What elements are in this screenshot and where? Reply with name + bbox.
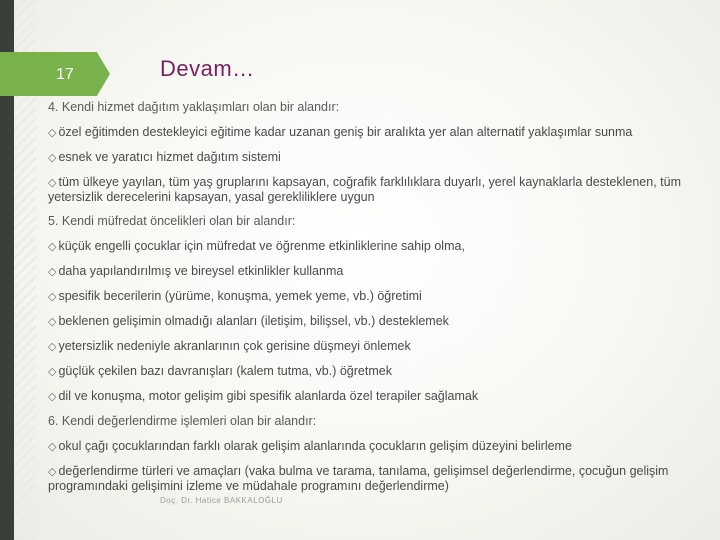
list-item-text: daha yapılandırılmış ve bireysel etkinlikler kullanma: [58, 264, 344, 278]
list-item-text: güçlük çekilen bazı davranışları (kalem tutma, vb.) öğretmek: [58, 364, 392, 378]
diamond-bullet-icon: ◇: [48, 391, 57, 403]
slide-content: [48, 100, 688, 503]
list-item-text: dil ve konuşma, motor gelişim gibi spesifik alanlarda özel terapiler sağlamak: [58, 389, 479, 403]
list-item: [48, 175, 688, 204]
list-item: [48, 389, 688, 404]
list-item-text: beklenen gelişimin olmadığı alanları (iletişim, bilişsel, vb.) desteklemek: [58, 314, 449, 328]
diamond-bullet-icon: ◇: [48, 152, 57, 164]
diamond-bullet-icon: ◇: [48, 266, 57, 278]
slide-number: 17: [56, 66, 74, 83]
list-item-text: tüm ülkeye yayılan, tüm yaş gruplarını kapsayan, coğrafik farklılıklara duyarlı, yerel kaynaklarla desteklenen, tüm yetersizlik derecelerini kapsayan, yasal gerekliliklere uygun: [48, 175, 681, 204]
diamond-bullet-icon: ◇: [48, 441, 57, 453]
list-item: [48, 289, 688, 304]
list-item-text: yetersizlik nedeniyle akranlarının çok gerisine düşmeyi önlemek: [58, 339, 411, 353]
diamond-bullet-icon: ◇: [48, 366, 57, 378]
list-item: [48, 150, 688, 165]
diamond-bullet-icon: ◇: [48, 466, 57, 478]
list-item-text: okul çağı çocuklarından farklı olarak gelişim alanlarında çocukların gelişim düzeyini belirleme: [58, 439, 572, 453]
list-item: [48, 339, 688, 354]
list-item-text: küçük engelli çocuklar için müfredat ve öğrenme etkinliklerine sahip olma,: [58, 239, 465, 253]
list-item: [48, 314, 688, 329]
diamond-bullet-icon: ◇: [48, 177, 57, 189]
list-item-text: özel eğitimden destekleyici eğitime kadar uzanan geniş bir aralıkta yer alan alternatif yaklaşımlar sunma: [58, 125, 633, 139]
diamond-bullet-icon: ◇: [48, 341, 57, 353]
list-item: [48, 439, 688, 454]
slide-title: Devam…: [160, 56, 255, 81]
list-item: [48, 264, 688, 279]
diamond-bullet-icon: ◇: [48, 241, 57, 253]
section-5-heading: 5. Kendi müfredat öncelikleri olan bir alandır:: [48, 214, 296, 228]
list-item-text: esnek ve yaratıcı hizmet dağıtım sistemi: [58, 150, 281, 164]
section-6-heading: 6. Kendi değerlendirme işlemleri olan bir alandır:: [48, 414, 317, 428]
list-item-text: spesifik becerilerin (yürüme, konuşma, yemek yeme, vb.) öğretimi: [58, 289, 422, 303]
list-item-text: değerlendirme türleri ve amaçları (vaka bulma ve tarama, tanılama, gelişimsel değerlendirme, çocuğun gelişim programındaki gelişimini izleme ve müdahale programını değerlendirme): [48, 464, 669, 493]
list-item: [48, 125, 688, 140]
list-item: [48, 464, 688, 493]
list-item: [48, 364, 688, 379]
diamond-bullet-icon: ◇: [48, 291, 57, 303]
section-4-heading: 4. Kendi hizmet dağıtım yaklaşımları olan bir alandır:: [48, 100, 340, 114]
diamond-bullet-icon: ◇: [48, 316, 57, 328]
diamond-bullet-icon: ◇: [48, 127, 57, 139]
slide-footer: Doç. Dr. Hatice BAKKALOĞLU: [160, 496, 283, 505]
list-item: [48, 239, 688, 254]
